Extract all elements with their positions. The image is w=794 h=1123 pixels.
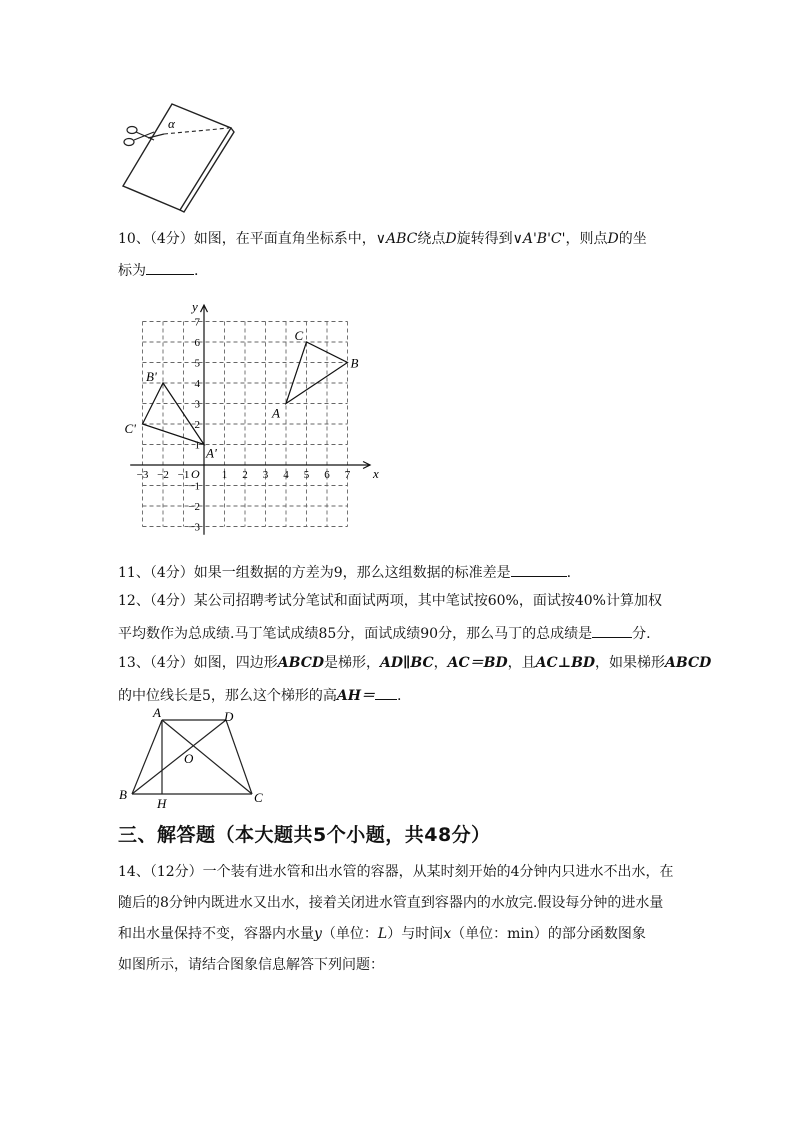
label-c-prime: C' [124, 421, 136, 436]
question-14-line4: 如图所示，请结合图象信息解答下列问题： [118, 957, 384, 973]
x-tick-label: 2 [242, 469, 248, 481]
y-tick-label: 5 [194, 357, 200, 370]
label-a: A [153, 705, 161, 720]
label-c: C [254, 790, 263, 805]
x-axis-label: x [373, 466, 379, 481]
y-tick-label: 7 [194, 316, 200, 329]
answer-blank-11[interactable] [511, 563, 567, 577]
point-labels [125, 328, 359, 461]
label-a: A [272, 405, 280, 421]
diagonal-bd [132, 720, 226, 794]
triangle-abc: ∨ABC [375, 231, 418, 247]
label-d: D [224, 709, 234, 724]
label-a-prime: A' [206, 445, 217, 461]
x-tick-label: 7 [344, 469, 351, 481]
x-tick-label: −3 [136, 469, 149, 481]
paper-sheet [123, 104, 231, 210]
section-3-title: 三、解答题（本大题共5个小题，共48分） [118, 824, 491, 846]
angle-alpha-label: α [168, 116, 175, 131]
answer-blank-10[interactable] [146, 261, 194, 275]
y-tick-label: 6 [194, 337, 200, 349]
question-14-line3: 和出水量保持不变，容器内水量y（单位：L）与时间x（单位：min）的部分函数图象 [118, 926, 646, 942]
x-tick-label: 5 [303, 469, 310, 481]
question-14-line1: 14、（12分）一个装有进水管和出水管的容器，从某时刻开始的4分钟内只进水不出水，在 [118, 864, 674, 880]
y-tick-label: 2 [194, 419, 200, 431]
x-tick-label: 6 [324, 469, 330, 481]
answer-blank-13[interactable] [375, 686, 397, 700]
axes [130, 299, 379, 535]
origin-label: O [191, 467, 200, 481]
label-b-prime: B' [146, 369, 157, 384]
label-b: B [350, 355, 359, 371]
question-12-line2: 平均数作为总成绩.马丁笔试成绩85分，面试成绩90分，那么马丁的总成绩是 分. [118, 626, 651, 642]
y-axis-label: y [192, 299, 198, 315]
label-o: O [184, 751, 194, 766]
answer-blank-12[interactable] [592, 624, 632, 638]
triangle-abc [286, 342, 348, 404]
triangle-abc-prime: ∨A'B'C' [512, 231, 566, 247]
question-13-line1: 13、（4分）如图，四边形ABCD是梯形，AD∥BC，AC＝BD，且AC⊥BD，如果梯形ABCD [118, 655, 712, 671]
y-tick-label: −2 [188, 501, 200, 513]
question-13-line2: 的中位线长是5，那么这个梯形的高AH＝ . [118, 688, 402, 704]
x-tick-label: 1 [221, 469, 228, 481]
y-tick-label: −1 [188, 480, 200, 493]
trapezoid-figure [114, 704, 274, 812]
question-10-line1: 10、（4分）如图，在平面直角坐标系中，∨ABC绕点D旋转得到∨A'B'C'，则点D的坐 [118, 231, 647, 247]
label-h: H [157, 796, 167, 811]
tick-labels [137, 317, 351, 534]
x-tick-label: −1 [177, 469, 190, 481]
coordinate-grid-figure [118, 290, 388, 540]
x-tick-label: 4 [283, 469, 289, 481]
y-tick-label: 3 [194, 398, 200, 411]
y-tick-label: −3 [188, 521, 200, 534]
label-b: B [119, 787, 127, 802]
q9-figure [118, 98, 238, 216]
x-tick-label: 3 [262, 469, 269, 481]
label-c: C [294, 328, 304, 343]
y-tick-label: 1 [194, 439, 200, 452]
question-12-line1: 12、（4分）某公司招聘考试分笔试和面试两项，其中笔试按60%，面试按40%计算加权 [118, 593, 662, 609]
x-tick-label: −2 [157, 469, 169, 481]
question-14-line2: 随后的8分钟内既进水又出水，接着关闭进水管直到容器内的水放完.假设每分钟的进水量 [118, 895, 664, 911]
question-11: 11、（4分）如果一组数据的方差为9，那么这组数据的标准差是 . [118, 565, 572, 581]
y-tick-label: 4 [194, 378, 200, 390]
dashed-grid [143, 322, 348, 527]
question-10-line2: 标为 . [118, 263, 199, 279]
triangle-abc-prime [143, 383, 205, 445]
